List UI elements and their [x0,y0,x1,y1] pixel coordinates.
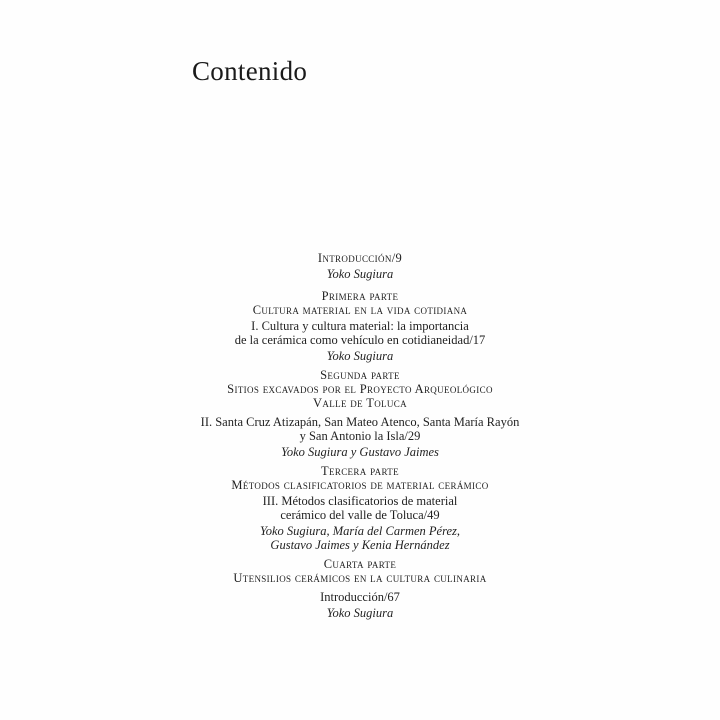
toc-chapter-title-line: de la cerámica como vehículo en cotidianeidad/17 [234,333,486,347]
toc-entry-title: Introducción/67 [320,590,400,604]
toc-chapter-title-line: I. Cultura y cultura material: la importancia [251,319,469,333]
toc-chapter-title-line: III. Métodos clasificatorios de material [262,494,458,508]
toc-chapter-2 [0,415,720,459]
toc-chapter-1 [0,319,720,363]
toc-entry-title: Introducción/9 [317,251,403,265]
toc-part-title: Sitios excavados por el Proyecto Arqueológico [227,382,493,396]
toc-part-title: Utensilios cerámicos en la cultura culinaria [233,571,487,585]
toc-part-tercera [0,464,720,492]
toc-chapter-title-line: y San Antonio la Isla/29 [299,429,421,443]
toc-part-cuarta [0,557,720,585]
toc-chapter-title-line: II. Santa Cruz Atizapán, San Mateo Atenco, Santa María Rayón [200,415,520,429]
toc-part-title: Cultura material en la vida cotidiana [252,303,468,317]
toc-author: Yoko Sugiura y Gustavo Jaimes [281,445,439,459]
toc-part-label: Tercera parte [321,464,399,478]
toc-author: Yoko Sugiura [326,349,394,363]
toc-entry-introduccion-9 [0,251,720,281]
toc-author: Gustavo Jaimes y Kenia Hernández [270,538,450,552]
toc-author: Yoko Sugiura [326,606,394,620]
toc-entry-introduccion-67 [0,590,720,620]
toc-part-segunda [0,368,720,410]
toc-author: Yoko Sugiura [326,267,394,281]
toc-part-label: Primera parte [321,289,399,303]
toc-part-title: Valle de Toluca [313,396,407,410]
toc-part-primera [0,289,720,317]
toc-chapter-3 [0,494,720,552]
toc-part-label: Cuarta parte [323,557,397,571]
toc-part-label: Segunda parte [320,368,400,382]
table-of-contents [0,251,720,620]
page-title: Contenido [192,56,308,86]
toc-chapter-title-line: cerámico del valle de Toluca/49 [280,508,440,522]
toc-part-title: Métodos clasificatorios de material cerámico [231,478,489,492]
toc-author: Yoko Sugiura, María del Carmen Pérez, [259,524,461,538]
